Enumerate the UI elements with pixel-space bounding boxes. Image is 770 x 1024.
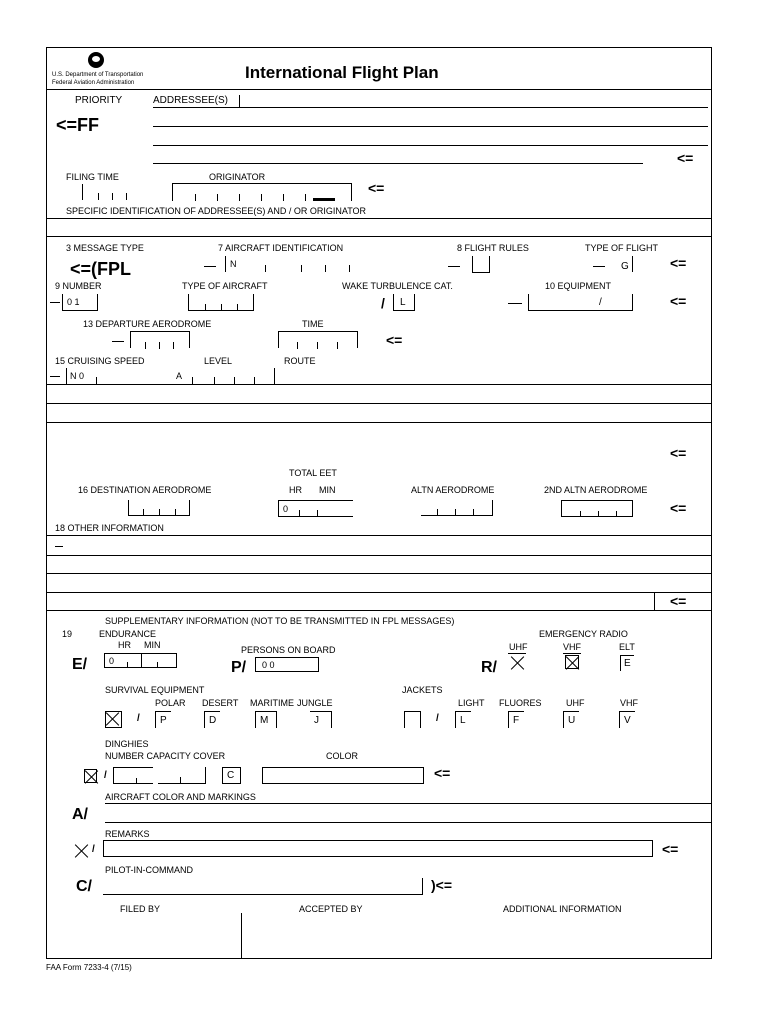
jackets-slash: / — [436, 713, 439, 724]
dash — [112, 341, 124, 342]
aircraft-color-label: AIRCRAFT COLOR AND MARKINGS — [105, 792, 256, 802]
endurance-field[interactable] — [104, 653, 177, 668]
light-code: L — [460, 715, 466, 726]
route-line[interactable] — [46, 422, 712, 423]
jackets-checkbox[interactable] — [404, 711, 421, 728]
endurance-label: ENDURANCE — [99, 629, 157, 639]
dinghies-checkbox[interactable] — [84, 769, 97, 783]
dash — [563, 653, 581, 654]
desert-code: D — [209, 715, 217, 726]
addressee-line-4[interactable] — [153, 163, 643, 164]
persons-field[interactable] — [255, 657, 319, 672]
remarks-label: REMARKS — [105, 829, 150, 839]
light-label: LIGHT — [458, 698, 485, 708]
agency-line-1: U.S. Department of Transportation — [52, 72, 144, 78]
desert-label: DESERT — [202, 698, 239, 708]
dinghy-cover-value: C — [227, 770, 235, 781]
addressees-label: ADDRESSEE(S) — [153, 95, 229, 106]
dinghy-capacity-field[interactable] — [158, 767, 206, 784]
uhf-checkbox[interactable] — [510, 655, 524, 669]
divider — [46, 610, 712, 611]
cruising-speed-field[interactable] — [66, 368, 156, 384]
dinghy-color-label: COLOR — [326, 751, 359, 761]
equipment-slash: / — [599, 297, 602, 308]
close-arrow: )<= — [431, 877, 453, 893]
endurance-hr-label: HR — [118, 640, 131, 650]
number-field[interactable] — [62, 294, 98, 311]
priority-label: PRIORITY — [75, 95, 123, 106]
elt-value: E — [624, 658, 631, 669]
divider — [46, 218, 712, 219]
altn-aerodrome-label: ALTN AERODROME — [411, 485, 495, 495]
jacket-uhf-field[interactable] — [563, 711, 579, 728]
maritime-label: MARITIME — [250, 698, 294, 708]
addressee-line-3[interactable] — [153, 145, 708, 146]
endurance-min-label: MIN — [144, 640, 161, 650]
altn2-aerodrome-label: 2ND ALTN AERODROME — [544, 485, 648, 495]
r-label: R/ — [481, 659, 497, 676]
a-label: A/ — [72, 806, 88, 823]
elt-field[interactable] — [620, 655, 634, 671]
dinghies-slash: / — [104, 770, 107, 781]
other-info-line[interactable] — [46, 555, 712, 556]
vhf-label: VHF — [563, 642, 581, 652]
polar-code: P — [160, 715, 167, 726]
jungle-field[interactable] — [310, 711, 332, 728]
e-label: E/ — [72, 656, 88, 673]
end-arrow: <= — [386, 332, 403, 348]
route-label: ROUTE — [284, 356, 316, 366]
end-arrow: <= — [677, 150, 694, 166]
eet-min-label: MIN — [319, 485, 336, 495]
type-of-flight-value: G — [621, 261, 629, 272]
wake-slash: / — [381, 295, 385, 311]
remarks-checkbox[interactable] — [74, 843, 86, 857]
c-label: C/ — [76, 878, 92, 895]
other-info-line[interactable] — [46, 573, 712, 574]
page-title: International Flight Plan — [245, 63, 439, 82]
pic-field[interactable] — [103, 878, 423, 895]
total-eet-field[interactable] — [278, 500, 353, 517]
aircraft-color-line[interactable] — [105, 803, 712, 804]
message-type-label: 3 MESSAGE TYPE — [66, 243, 144, 253]
dinghy-columns-label: NUMBER CAPACITY COVER — [105, 751, 226, 761]
polar-field[interactable] — [155, 711, 171, 728]
divider — [46, 89, 712, 90]
fluores-code: F — [513, 715, 520, 726]
supplementary-title: SUPPLEMENTARY INFORMATION (NOT TO BE TRANSMITTED IN FPL MESSAGES) — [105, 616, 455, 626]
survival-equipment-checkbox[interactable] — [105, 711, 122, 728]
divider — [46, 535, 712, 536]
jacket-vhf-field[interactable] — [619, 711, 635, 728]
jungle-label: JUNGLE — [297, 698, 333, 708]
pic-label: PILOT-IN-COMMAND — [105, 865, 194, 875]
divider — [241, 913, 242, 959]
dot-logo-mark — [92, 56, 100, 62]
equipment-label: 10 EQUIPMENT — [545, 281, 612, 291]
equipment-field[interactable] — [528, 294, 633, 311]
type-of-aircraft-field[interactable] — [188, 294, 254, 311]
elt-label: ELT — [619, 642, 635, 652]
jacket-vhf-code: V — [624, 715, 631, 726]
fluores-label: FLUORES — [499, 698, 542, 708]
other-info-line[interactable] — [46, 592, 712, 593]
jungle-code: J — [314, 715, 319, 726]
altn-aerodrome-field[interactable] — [421, 500, 493, 516]
originator-field[interactable] — [172, 183, 352, 201]
other-info-label: 18 OTHER INFORMATION — [55, 523, 164, 533]
type-of-flight-label: TYPE OF FLIGHT — [585, 243, 659, 253]
dash — [448, 266, 460, 267]
light-field[interactable] — [455, 711, 471, 728]
addressee-line-1[interactable] — [153, 107, 708, 108]
persons-value: 0 0 — [262, 660, 275, 670]
aircraft-id-field[interactable] — [225, 256, 355, 272]
fluores-field[interactable] — [508, 711, 524, 728]
total-eet-label: TOTAL EET — [289, 468, 337, 478]
p-label: P/ — [231, 659, 247, 676]
remarks-field[interactable] — [103, 840, 653, 857]
dash — [508, 303, 522, 304]
end-arrow: <= — [670, 445, 687, 461]
end-arrow: <= — [670, 293, 687, 309]
level-label: LEVEL — [204, 356, 233, 366]
filed-by-label: FILED BY — [120, 904, 161, 914]
form-number: FAA Form 7233-4 (7/15) — [46, 963, 132, 972]
dash — [204, 266, 216, 267]
dash — [50, 376, 60, 377]
maritime-code: M — [260, 715, 269, 726]
aircraft-color-line[interactable] — [105, 822, 712, 823]
jackets-label: JACKETS — [402, 685, 443, 695]
dest-aerodrome-field[interactable] — [128, 500, 190, 516]
time-label: TIME — [302, 319, 324, 329]
uhf-label: UHF — [509, 642, 528, 652]
dinghy-color-field[interactable] — [262, 767, 424, 784]
eet-hr-label: HR — [289, 485, 302, 495]
departure-time-field[interactable] — [278, 331, 358, 348]
end-arrow: <= — [434, 765, 451, 781]
end-arrow: <= — [368, 180, 385, 196]
dinghies-label: DINGHIES — [105, 739, 149, 749]
accepted-by-label: ACCEPTED BY — [299, 904, 363, 914]
speed-prefix: N 0 — [70, 371, 85, 381]
end-arrow: <= — [670, 593, 687, 609]
eet-prefix: 0 — [283, 504, 289, 514]
persons-on-board-label: PERSONS ON BOARD — [241, 645, 336, 655]
vhf-checkbox[interactable] — [565, 655, 579, 669]
wake-turbulence-field[interactable] — [393, 294, 415, 311]
agency-line-2: Federal Aviation Administration — [52, 80, 135, 86]
departure-label: 13 DEPARTURE AERODROME — [83, 319, 212, 329]
aircraft-id-label: 7 AIRCRAFT IDENTIFICATION — [218, 243, 344, 253]
flight-rules-field[interactable] — [472, 256, 490, 273]
jacket-uhf-code: U — [568, 715, 576, 726]
number-value: 0 1 — [67, 297, 80, 307]
end-arrow: <= — [670, 500, 687, 516]
altn2-aerodrome-field[interactable] — [561, 500, 633, 517]
desert-field[interactable] — [204, 711, 220, 728]
specific-id-label: SPECIFIC IDENTIFICATION OF ADDRESSEE(S) AND / OR ORIGINATOR — [66, 206, 367, 216]
survival-equipment-label: SURVIVAL EQUIPMENT — [105, 685, 205, 695]
aircraft-id-prefix: N — [230, 259, 237, 269]
field-tick — [632, 256, 633, 272]
dash — [508, 653, 526, 654]
addressee-line-2[interactable] — [153, 126, 708, 127]
divider — [46, 236, 712, 237]
jacket-uhf-label: UHF — [566, 698, 585, 708]
field-tick — [654, 592, 655, 610]
additional-info-label: ADDITIONAL INFORMATION — [503, 904, 622, 914]
emergency-radio-label: EMERGENCY RADIO — [539, 629, 628, 639]
maritime-field[interactable] — [255, 711, 277, 728]
survival-slash: / — [137, 713, 140, 724]
filing-time-label: FILING TIME — [66, 172, 119, 182]
dest-aerodrome-label: 16 DESTINATION AERODROME — [78, 485, 212, 495]
fpl-indicator: <=(FPL — [70, 259, 132, 279]
dinghy-number-field[interactable] — [113, 767, 153, 784]
dash — [593, 266, 605, 267]
type-of-aircraft-label: TYPE OF AIRCRAFT — [182, 281, 268, 291]
flight-rules-label: 8 FLIGHT RULES — [457, 243, 529, 253]
polar-label: POLAR — [155, 698, 186, 708]
wake-turbulence-label: WAKE TURBULENCE CAT. — [342, 281, 453, 291]
originator-label: ORIGINATOR — [209, 172, 266, 182]
route-line[interactable] — [46, 403, 712, 404]
cruising-speed-label: 15 CRUISING SPEED — [55, 356, 145, 366]
level-field[interactable] — [176, 368, 276, 384]
end-arrow: <= — [670, 255, 687, 271]
item-19-number: 19 — [62, 629, 73, 639]
filing-time-field[interactable] — [82, 184, 137, 200]
dinghy-cover-field[interactable] — [222, 767, 241, 784]
end-arrow: <= — [662, 841, 679, 857]
remarks-slash: / — [92, 844, 95, 855]
dash — [55, 546, 63, 547]
level-prefix: A — [176, 371, 183, 381]
field-tick — [239, 95, 240, 107]
dash — [50, 302, 60, 303]
endurance-prefix: 0 — [109, 656, 115, 666]
ff-indicator: <=FF — [56, 115, 100, 135]
jacket-vhf-label: VHF — [620, 698, 638, 708]
departure-field[interactable] — [130, 331, 190, 348]
route-line[interactable] — [46, 384, 712, 385]
number-label: 9 NUMBER — [55, 281, 102, 291]
wake-value: L — [400, 297, 406, 308]
